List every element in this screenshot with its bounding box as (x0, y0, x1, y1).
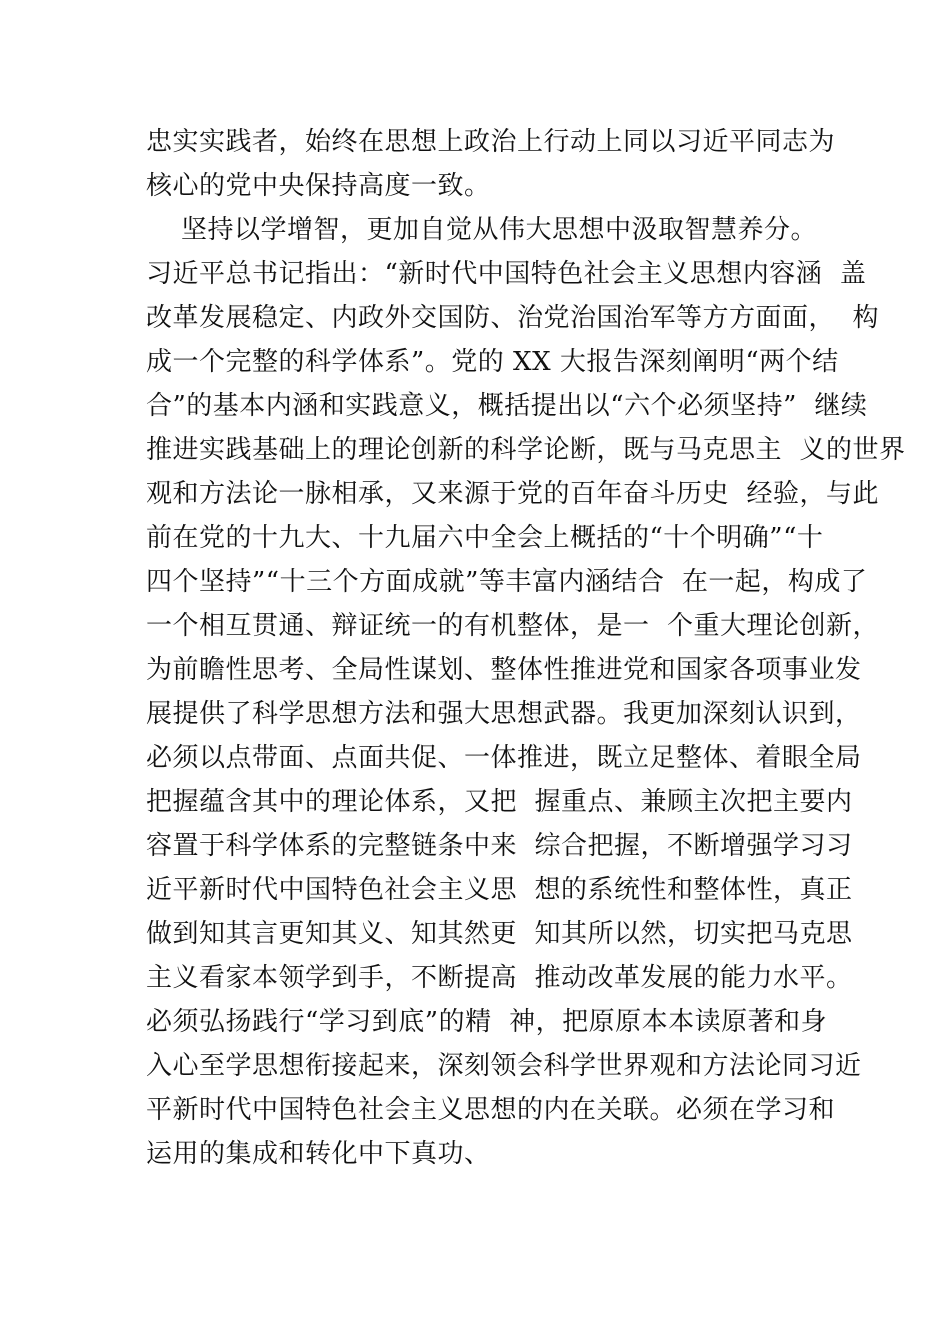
text-line: 运用的集成和转化中下真功、 (146, 1139, 491, 1169)
text-line: 忠实实践者，始终在思想上政治上行动上同以习近平同志为 (146, 127, 836, 157)
text-line: 容置于科学体系的完整链条中来 综合把握，不断增强学习习 (146, 831, 853, 861)
text-line: 前在党的十九大、十九届六中全会上概括的“十个明确”“十 (146, 523, 824, 553)
text-line: 把握蕴含其中的理论体系，又把 握重点、兼顾主次把主要内 (146, 787, 853, 817)
text-line: 入心至学思想衔接起来，深刻领会科学世界观和方法论同习近 (146, 1051, 862, 1081)
text-line: 做到知其言更知其义、知其然更 知其所以然，切实把马克思 (146, 919, 853, 949)
text-line: 一个相互贯通、辩证统一的有机整体，是一 个重大理论创新， (146, 611, 880, 641)
text-line: 四个坚持”“十三个方面成就”等丰富内涵结合 在一起，构成了 (146, 567, 868, 597)
text-line: 习近平总书记指出：“新时代中国特色社会主义思想内容涵 盖 (146, 259, 867, 289)
text-line: 必须以点带面、点面共促、一体推进，既立足整体、着眼全局 (146, 743, 862, 773)
text-line: 近平新时代中国特色社会主义思 想的系统性和整体性，真正 (146, 875, 853, 905)
text-line: 平新时代中国特色社会主义思想的内在关联。必须在学习和 (146, 1095, 836, 1125)
text-line: 观和方法论一脉相承，又来源于党的百年奋斗历史 经验，与此 (146, 479, 880, 509)
text-line: 改革发展稳定、内政外交国防、治党治国治军等方方面面， 构 (146, 303, 880, 333)
text-line: 成一个完整的科学体系”。党的 XX 大报告深刻阐明“两个结 (146, 347, 839, 377)
paragraph-start-line: 坚持以学增智，更加自觉从伟大思想中汲取智慧养分。 (146, 215, 818, 245)
text-line: 推进实践基础上的理论创新的科学论断，既与马克思主 义的世界 (146, 435, 906, 465)
text-line: 核心的党中央保持高度一致。 (146, 171, 491, 201)
text-line: 展提供了科学思想方法和强大思想武器。我更加深刻认识到， (146, 699, 862, 729)
text-line: 必须弘扬践行“学习到底”的精 神，把原原本本读原著和身 (146, 1007, 828, 1037)
document-body (146, 120, 906, 1176)
text-line: 为前瞻性思考、全局性谋划、整体性推进党和国家各项事业发 (146, 655, 862, 685)
text-line: 主义看家本领学到手，不断提高 推动改革发展的能力水平。 (146, 963, 853, 993)
text-line: 合”的基本内涵和实践意义，概括提出以“六个必须坚持” 继续 (146, 391, 868, 421)
